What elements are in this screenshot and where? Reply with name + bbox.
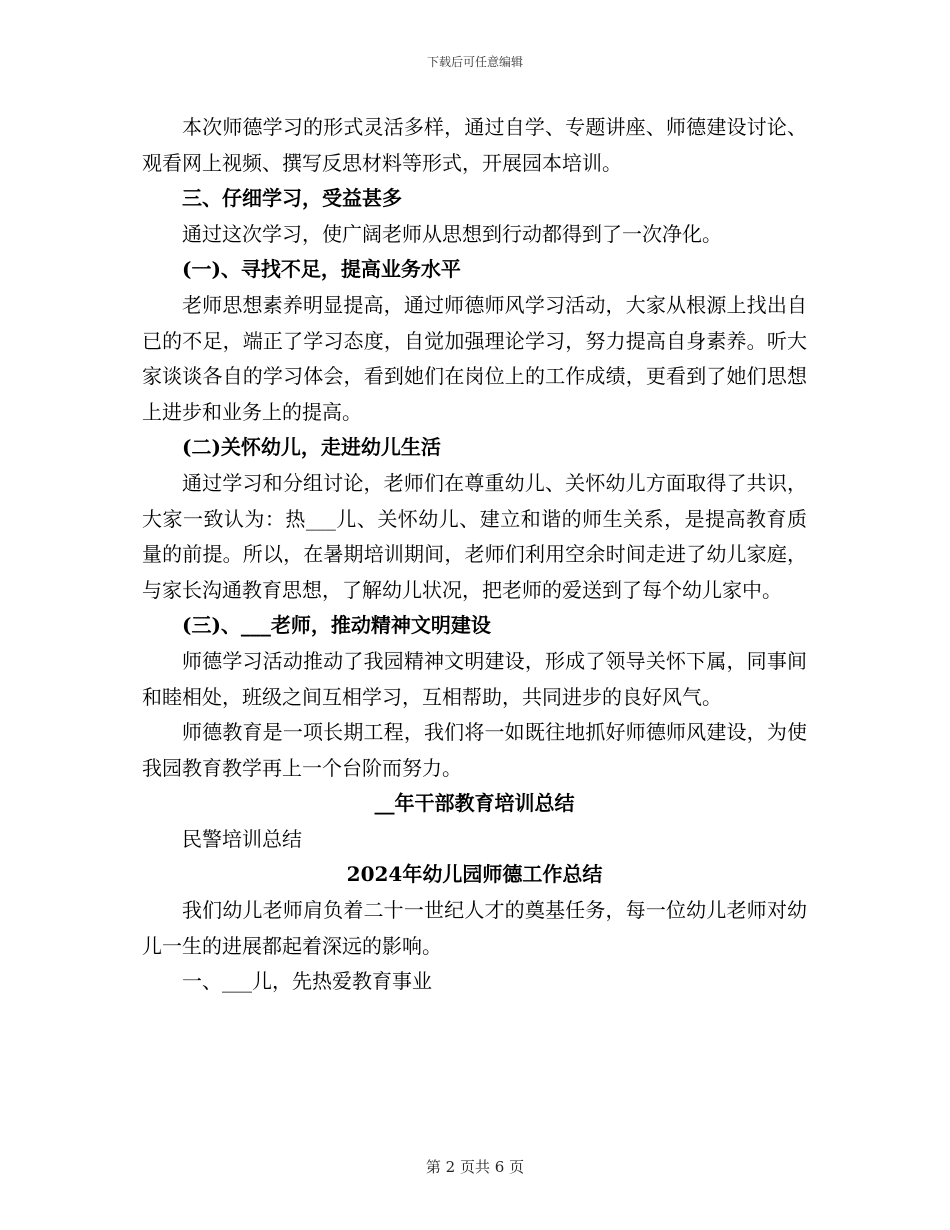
page-header: 下载后可任意编辑 bbox=[426, 55, 523, 69]
document-title: 2024年幼儿园师德工作总结 bbox=[346, 862, 603, 887]
page-footer: 第 2 页共 6 页 bbox=[425, 1158, 525, 1176]
subsection-heading: (三)、___老师，推动精神文明建设 bbox=[182, 613, 491, 638]
paragraph: 师德教育是一项长期工程，我们将一如既往地抓好师德师风建设，为使我园教育教学再上一个台阶而努力。 bbox=[142, 720, 807, 780]
paragraph: 通过学习和分组讨论，老师们在尊重幼儿、关怀幼儿方面取得了共识，大家一致认为：热___儿、关怀幼儿、建立和谐的师生关系，是提高教育质量的前提。所以，在暑期培训期间，老师们利用空余时间走进了幼儿家庭，与家长沟通教育思想，了解幼儿状况，把老师的爱送到了每个幼儿家中。 bbox=[142, 470, 807, 602]
section-heading: 三、仔细学习，受益甚多 bbox=[182, 186, 402, 211]
paragraph: 我们幼儿老师肩负着二十一世纪人才的奠基任务，每一位幼儿老师对幼儿一生的进展都起着深远的影响。 bbox=[142, 898, 807, 958]
document-title: __年干部教育培训总结 bbox=[374, 791, 575, 816]
paragraph: 师德学习活动推动了我园精神文明建设，形成了领导关怀下属，同事间和睦相处，班级之间互相学习，互相帮助，共同进步的良好风气。 bbox=[142, 648, 807, 709]
paragraph: 民警培训总结 bbox=[182, 826, 302, 851]
paragraph: 本次师德学习的形式灵活多样，通过自学、专题讲座、师德建设讨论、观看网上视频、撰写反思材料等形式，开展园本培训。 bbox=[142, 115, 807, 175]
paragraph: 老师思想素养明显提高，通过师德师风学习活动，大家从根源上找出自已的不足，端正了学习态度，自觉加强理论学习，努力提高自身素养。听大家谈谈各自的学习体会，看到她们在岗位上的工作成绩，更看到了她们思想上进步和业务上的提高。 bbox=[142, 292, 807, 424]
document-body bbox=[142, 110, 807, 1000]
paragraph: 一、___儿，先热爱教育事业 bbox=[182, 969, 432, 994]
paragraph: 通过这次学习，使广阔老师从思想到行动都得到了一次净化。 bbox=[182, 221, 722, 246]
subsection-heading: (二)关怀幼儿，走进幼儿生活 bbox=[182, 435, 441, 460]
subsection-heading: (一)、寻找不足，提高业务水平 bbox=[182, 257, 461, 282]
